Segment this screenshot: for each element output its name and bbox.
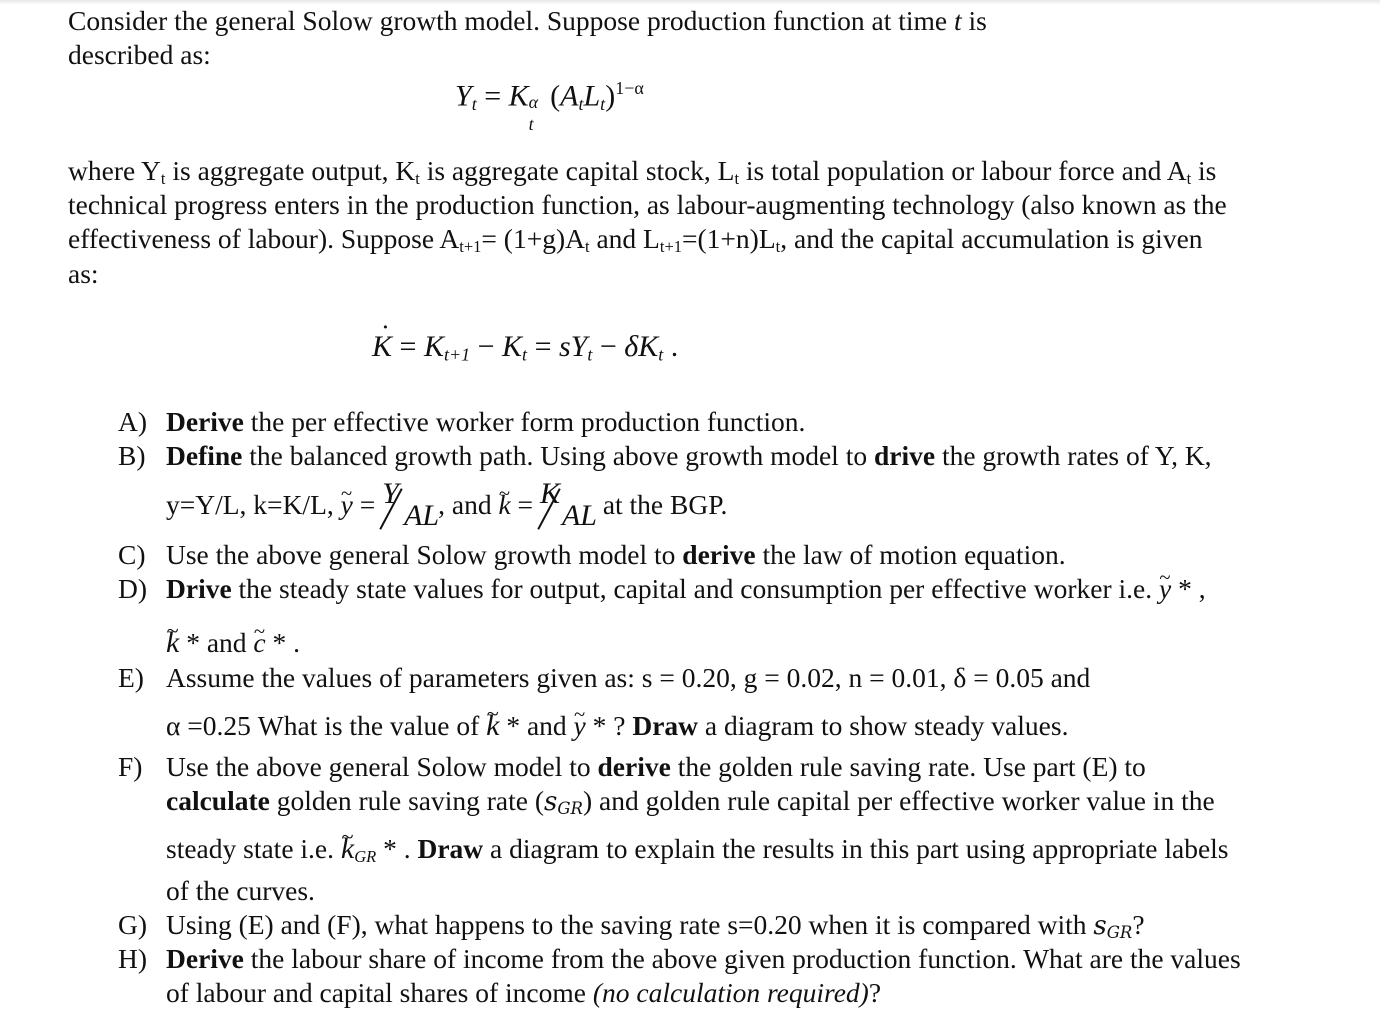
- question-text: ?: [868, 977, 882, 1008]
- question-text: the steady state values for output, capital and consumption per effective worker i.e.: [231, 573, 1159, 604]
- question-b: [118, 440, 1212, 472]
- fraction-den: AL: [404, 498, 440, 532]
- definitions-line-4: as:: [68, 258, 99, 289]
- question-f-line-2: [166, 785, 1215, 825]
- question-text: ?: [1132, 909, 1145, 940]
- question-text: Assume the values of parameters given as: s = 0.20, g = 0.02, n = 0.01, δ = 0.05 and: [166, 662, 1091, 693]
- question-label: E): [118, 662, 144, 693]
- y-tilde: ~ y: [341, 489, 353, 521]
- bold-keyword: Derive: [166, 406, 244, 437]
- production-function-equation: [455, 78, 644, 134]
- bold-keyword: Define: [166, 440, 243, 471]
- eq-K: K: [502, 330, 523, 363]
- def-text: and L: [589, 223, 660, 254]
- eq-sub: t: [658, 344, 664, 365]
- intro-text-end: is: [961, 5, 987, 36]
- s-gr: s: [544, 787, 558, 817]
- def-sub: t: [1186, 169, 1192, 189]
- question-label: B): [118, 440, 146, 471]
- intro-line-2: described as:: [68, 39, 211, 70]
- intro-line-1: [68, 5, 987, 37]
- def-sub: t: [775, 237, 781, 257]
- bold-keyword: Derive: [166, 943, 244, 974]
- def-sub: t: [734, 169, 740, 189]
- bold-keyword: calculate: [166, 785, 270, 816]
- fraction-Y-over-AL: [382, 476, 440, 532]
- eq-sub: t: [528, 113, 534, 134]
- def-sub: t: [585, 237, 590, 257]
- def-text: is total population or labour force and A: [739, 155, 1187, 186]
- def-sub: t+1: [659, 237, 682, 257]
- eq-A: A: [560, 79, 579, 113]
- question-text: y=Y/L, k=K/L,: [166, 489, 341, 520]
- eq-Y: Y: [455, 79, 472, 113]
- intro-text: Consider the general Solow growth model. Suppose production function at time: [68, 5, 954, 36]
- eq-exponent: 1−α: [615, 78, 644, 98]
- k-tilde: ~ k: [166, 627, 179, 659]
- question-label: H): [118, 943, 148, 974]
- question-text: * and: [499, 710, 574, 741]
- eq-op: =: [392, 330, 424, 363]
- italic-note: (no calculation required): [592, 977, 869, 1008]
- question-text: the golden rule saving rate. Use part (E) to: [670, 751, 1146, 782]
- question-label: F): [118, 751, 143, 782]
- definitions-line-2: technical progress enters in the production function, as labour-augmenting technology (also known as the: [68, 189, 1227, 220]
- def-text: =(1+n)L: [682, 223, 776, 254]
- eq-equals: =: [476, 79, 509, 113]
- question-f-line-3: [166, 833, 1229, 873]
- eq-open-paren: (: [542, 79, 561, 113]
- question-text: * .: [376, 833, 418, 864]
- question-text: Using (E) and (F), what happens to the saving rate s=0.20 when it is compared with: [166, 909, 1094, 940]
- question-text: α =0.25 What is the value of: [166, 710, 487, 741]
- bold-keyword: drive: [873, 440, 936, 471]
- bold-keyword: Draw: [632, 710, 699, 741]
- eq-op: =: [527, 330, 559, 363]
- question-label: A): [118, 406, 148, 437]
- bold-keyword: derive: [682, 539, 756, 570]
- def-text: is aggregate output, K: [165, 155, 416, 186]
- s-gr-subscript: GR: [1106, 923, 1133, 943]
- eq-op: −: [470, 330, 503, 363]
- eq-sub: t: [578, 94, 584, 115]
- bold-keyword: Draw: [417, 833, 484, 864]
- eq-sub: t: [522, 344, 528, 365]
- question-b-line-2: [166, 476, 728, 532]
- question-c: [118, 539, 1066, 571]
- def-text: is aggregate capital stock, L: [419, 155, 735, 186]
- question-f: [118, 751, 1146, 783]
- def-text: effectiveness of labour). Suppose A: [68, 223, 460, 254]
- def-sub: t: [160, 169, 166, 189]
- fraction-K-over-AL: [539, 476, 597, 532]
- k-tilde: ~ k: [498, 489, 510, 521]
- question-text: the law of motion equation.: [755, 539, 1066, 570]
- definitions-line-3: [68, 223, 1203, 263]
- question-text: the growth rates of Y, K,: [935, 440, 1212, 471]
- equals: =: [510, 489, 540, 520]
- y-tilde: ~ y: [574, 710, 586, 742]
- question-f-line-4: of the curves.: [166, 875, 315, 906]
- def-text: , and the capital accumulation is given: [780, 223, 1203, 254]
- eq-sY: sY: [558, 330, 588, 363]
- question-text: * ,: [1171, 573, 1206, 604]
- eq-close-paren: ): [605, 79, 616, 113]
- time-variable: t: [953, 5, 962, 36]
- equals: =: [352, 489, 383, 520]
- question-text: golden rule saving rate (: [269, 785, 544, 816]
- question-text: a diagram to show steady values.: [698, 710, 1069, 741]
- question-text: * ?: [585, 710, 633, 741]
- y-tilde: ~ y: [1159, 573, 1171, 605]
- eq-sub: t+1: [443, 344, 471, 365]
- question-e: [118, 662, 1090, 694]
- question-a: [118, 406, 805, 438]
- fraction-den: AL: [561, 498, 597, 532]
- question-text: Use the above general Solow growth model to: [166, 539, 683, 570]
- question-text: Use the above general Solow model to: [166, 751, 598, 782]
- k-tilde: ~ k: [341, 833, 354, 865]
- eq-kdot: ˙ K: [372, 330, 392, 364]
- bold-keyword: derive: [597, 751, 671, 782]
- question-text: the labour share of income from the above given production function. What are the values: [243, 943, 1241, 974]
- question-h-line-2: [166, 977, 881, 1009]
- s-gr-subscript: GR: [557, 799, 583, 819]
- def-sub: t: [415, 169, 420, 189]
- question-text: steady state i.e.: [166, 833, 341, 864]
- question-h: [118, 943, 1241, 975]
- eq-sub: t: [600, 94, 606, 115]
- question-text: ) and golden rule capital per effective worker value in the: [582, 785, 1215, 816]
- eq-L: L: [583, 79, 601, 113]
- question-label: C): [118, 539, 146, 570]
- capital-accumulation-equation: [372, 330, 678, 366]
- eq-K: K: [508, 79, 529, 113]
- k-tilde: ~ k: [486, 710, 499, 742]
- def-text: is: [1191, 155, 1217, 186]
- eq-sub: t: [587, 344, 593, 365]
- k-gr-subscript: GR: [354, 847, 377, 867]
- question-text: the balanced growth path. Using above growth model to: [242, 440, 874, 471]
- eq-deltaK: δK: [624, 330, 659, 363]
- question-text: * and: [179, 627, 254, 658]
- question-label: D): [118, 573, 148, 604]
- def-sub: t+1: [459, 237, 482, 257]
- fraction-num: K: [539, 476, 560, 510]
- question-text: of labour and capital shares of income: [166, 977, 593, 1008]
- eq-period: .: [663, 330, 679, 363]
- question-d: [118, 573, 1206, 605]
- bold-keyword: Drive: [166, 573, 232, 604]
- question-text: the per effective worker form production function.: [243, 406, 806, 437]
- c-tilde: ~ c: [253, 627, 265, 659]
- eq-op: −: [592, 330, 625, 363]
- def-text: = (1+g)A: [481, 223, 585, 254]
- eq-sub: t: [471, 94, 477, 115]
- question-e-line-2: [166, 710, 1068, 742]
- question-d-line-2: [166, 627, 300, 659]
- question-label: G): [118, 909, 148, 940]
- s-gr: s: [1093, 911, 1107, 941]
- question-text: * .: [265, 627, 301, 658]
- eq-K: K: [423, 330, 444, 363]
- question-text: , and: [438, 489, 499, 520]
- question-text: at the BGP.: [595, 489, 728, 520]
- question-text: a diagram to explain the results in this part using appropriate labels: [483, 833, 1229, 864]
- fraction-num: Y: [382, 476, 399, 510]
- eq-alpha: α: [528, 91, 539, 112]
- def-text: where Y: [68, 155, 161, 186]
